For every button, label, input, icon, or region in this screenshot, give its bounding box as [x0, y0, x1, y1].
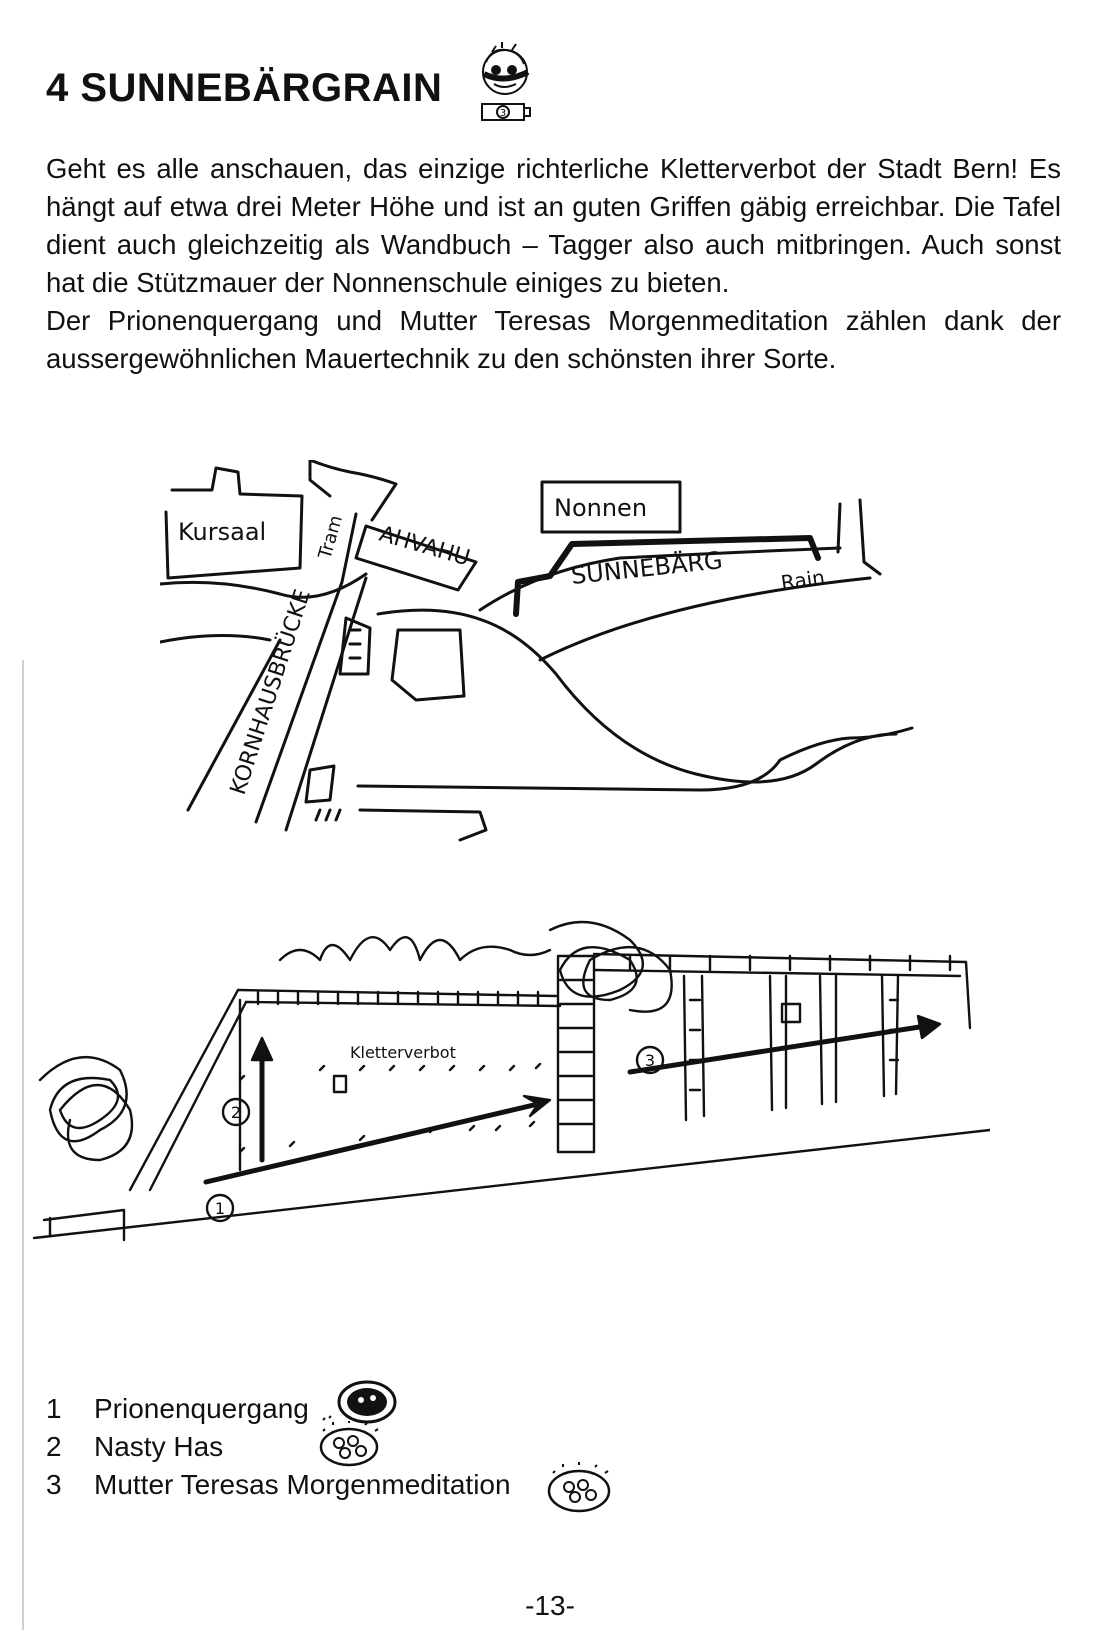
description — [46, 150, 1061, 378]
description-paragraph-2: Der Prionenquergang und Mutter Teresas Morgenmeditation zählen dank der aussergewöhnlichen Mauertechnik zu den schönsten ihrer Sorte. — [46, 305, 1061, 374]
page-number: -13- — [525, 1590, 575, 1621]
ground-line — [34, 1130, 990, 1238]
title-row — [46, 40, 542, 130]
route-3-arrow — [630, 1026, 926, 1072]
legend-number: 1 — [46, 1393, 62, 1424]
grade-number: 3 — [500, 108, 507, 119]
legend-route-name: Nasty Has — [94, 1431, 224, 1462]
binding-line — [22, 660, 24, 1630]
inner-building — [392, 630, 464, 700]
location-map — [160, 460, 940, 870]
legend-number: 3 — [46, 1469, 62, 1500]
grade-face-icon — [472, 40, 542, 130]
legend-item — [46, 1428, 619, 1466]
map-label-tram: Tram — [314, 512, 348, 562]
map-label-kursaal: Kursaal — [178, 518, 267, 546]
bush-left — [40, 1057, 132, 1160]
legend-number: 2 — [46, 1431, 62, 1462]
route-marker-3: 3 — [644, 1051, 656, 1070]
legend-route-name: Mutter Teresas Morgenmeditation — [94, 1469, 511, 1500]
legend-route-name: Prionenquergang — [94, 1393, 309, 1424]
map-label-rain: Rain — [779, 565, 827, 595]
page-title: 4 SUNNEBÄRGRAIN — [46, 66, 443, 110]
wall-topo — [30, 920, 990, 1250]
dark-face-icon — [317, 1380, 397, 1424]
kletterverbot-sign — [334, 1076, 346, 1092]
route-marker-1: 1 — [214, 1199, 226, 1218]
map-label-kornhausbruecke: KORNHAUSBRÜCKE — [225, 586, 316, 798]
bush-top — [550, 922, 672, 1012]
stone-face-icon — [309, 1421, 389, 1469]
route-marker-2: 2 — [230, 1103, 242, 1122]
legend-item — [46, 1466, 619, 1504]
pillar — [558, 956, 594, 1152]
wall-left-edge — [130, 990, 238, 1190]
stone-face-icon — [539, 1461, 619, 1515]
route-1-arrow — [206, 1104, 538, 1182]
map-label-sunnebarg: SUNNEBÄRG — [569, 546, 724, 590]
kletterverbot-label: Kletterverbot — [350, 1043, 456, 1062]
route-legend — [46, 1390, 619, 1504]
description-paragraph-1: Geht es alle anschauen, das einzige richterliche Kletterverbot der Stadt Bern! Es hängt auf etwa drei Meter Höhe und ist an guten Griffen gäbig erreichbar. Die Tafel dient auch gleichzeitig als Wandbuch – Tagger also auch mitbringen. Auch sonst hat die Stützmauer der Nonnenschule einiges zu bieten. — [46, 153, 1061, 298]
map-label-nonnen: Nonnen — [554, 494, 648, 522]
foliage — [280, 937, 550, 960]
map-label-ahvahu: AHVAHU — [376, 521, 473, 572]
